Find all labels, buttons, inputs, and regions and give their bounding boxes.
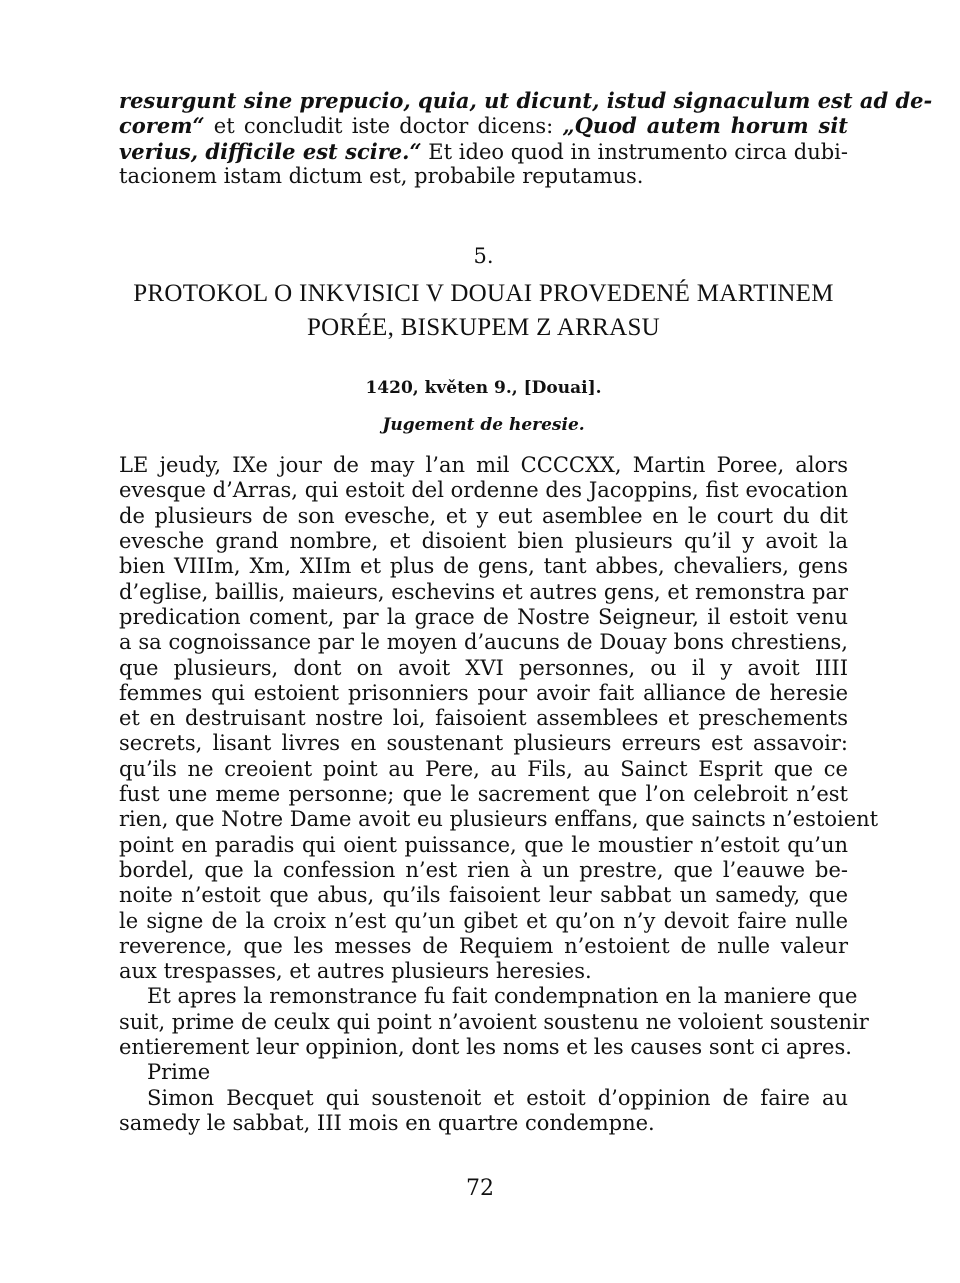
prime-heading: Prime bbox=[147, 1060, 211, 1085]
text-line: LE jeudy, IXe jour de may l’an mil CCCCXX, Martin Poree, alors bbox=[119, 453, 848, 478]
body-text bbox=[119, 453, 879, 1136]
dateline: 1420, květen 9., [Douai]. bbox=[365, 378, 602, 399]
text-line: noite n’estoit que abus, qu’ils faisoient leur sabbat un samedy, que bbox=[119, 883, 848, 908]
text-line: samedy le sabbat, III mois en quartre condempne. bbox=[119, 1110, 655, 1135]
intro-line-3 bbox=[119, 139, 848, 164]
text-line: suit, prime de ceulx qui point n’avoient soustenu ne voloient soustenir bbox=[119, 1009, 869, 1034]
text-line: fust une meme personne; que le sacrement que l’on celebroit n’est bbox=[119, 782, 848, 807]
text-line: le signe de la croix n’est qu’un gibet et qu’on n’y devoit faire nulle bbox=[119, 908, 848, 933]
text-line: et en destruisant nostre loi, faisoient assemblees et preschements bbox=[119, 706, 848, 731]
text-line: d’eglise, baillis, maieurs, eschevins et autres gens, et remonstra par bbox=[119, 579, 848, 604]
text-line: point en paradis qui oient puissance, que le moustier n’estoit qu’un bbox=[119, 832, 848, 857]
text-line: bien VIIIm, Xm, XIIm et plus de gens, tant abbes, chevaliers, gens bbox=[119, 554, 848, 579]
paragraph-1 bbox=[119, 453, 879, 984]
text-line: bordel, que la confession n’est rien à un prestre, que l’eauwe be- bbox=[119, 857, 848, 882]
text-line: aux trespasses, et autres plusieurs heresies. bbox=[119, 959, 592, 984]
intro-line-2-italic: corem“ bbox=[119, 113, 205, 139]
text-line: Et apres la remonstrance fu fait condempnation en la maniere que bbox=[147, 984, 858, 1009]
text-line: femmes qui estoient prisonniers pour avoir fait alliance de heresie bbox=[119, 680, 848, 705]
text-line: reverence, que les messes de Requiem n’estoient de nulle valeur bbox=[119, 933, 848, 958]
intro-line-3-rest: Et ideo quod in instrumento circa dubi- bbox=[421, 139, 848, 164]
section-number: 5. bbox=[473, 244, 494, 269]
text-line: entierement leur oppinion, dont les noms et les causes sont ci apres. bbox=[119, 1035, 852, 1060]
text-line: de plusieurs de son evesche, et y eut asemblee en le court du dit bbox=[119, 503, 848, 528]
text-line: secrets, lisant livres en soustenant plusieurs erreurs est assavoir: bbox=[119, 731, 848, 756]
intro-line-2-italic-b: „Quod autem horum sit bbox=[562, 113, 848, 139]
paragraph-2 bbox=[119, 984, 869, 1060]
page-number: 72 bbox=[466, 1176, 494, 1201]
intro-line-3-italic: verius, difficile est scire.“ bbox=[119, 138, 422, 164]
intro-line-2-rest: et concludit iste doctor dicens: bbox=[204, 114, 563, 139]
intro-paragraph bbox=[119, 88, 933, 189]
text-line: Simon Becquet qui soustenoit et estoit d’oppinion de faire au bbox=[147, 1085, 848, 1110]
text-line: predication coment, par la grace de Nostre Seigneur, il estoit venu bbox=[119, 604, 848, 629]
subtitle: Jugement de heresie. bbox=[382, 415, 585, 436]
section-title-line-1: PROTOKOL O INKVISICI V DOUAI PROVEDENÉ MARTINEM bbox=[133, 280, 834, 308]
page-content bbox=[119, 88, 933, 1136]
text-line: evesche grand nombre, et disoient bien plusieurs qu’il y avoit la bbox=[119, 529, 848, 554]
intro-line-2 bbox=[119, 113, 848, 138]
text-line: que plusieurs, dont on avoit XVI personnes, ou il y avoit IIII bbox=[119, 655, 848, 680]
text-line: rien, que Notre Dame avoit eu plusieurs enffans, que saincts n’estoient bbox=[119, 807, 879, 832]
text-line: evesque d’Arras, qui estoit del ordenne des Jacoppins, fist evocation bbox=[119, 478, 848, 503]
intro-line-4: tacionem istam dictum est, probabile reputamus. bbox=[119, 163, 644, 188]
paragraph-3 bbox=[119, 1086, 848, 1137]
section-title bbox=[119, 277, 848, 345]
text-line: a sa cognoissance par le moyen d’aucuns de Douay bons chrestiens, bbox=[119, 630, 848, 655]
text-line: qu’ils ne creoient point au Pere, au Fils, au Sainct Esprit que ce bbox=[119, 756, 848, 781]
intro-line-1: resurgunt sine prepucio, quia, ut dicunt, istud signaculum est ad de- bbox=[119, 88, 933, 113]
section-title-line-2: PORÉE, BISKUPEM Z ARRASU bbox=[306, 314, 661, 342]
